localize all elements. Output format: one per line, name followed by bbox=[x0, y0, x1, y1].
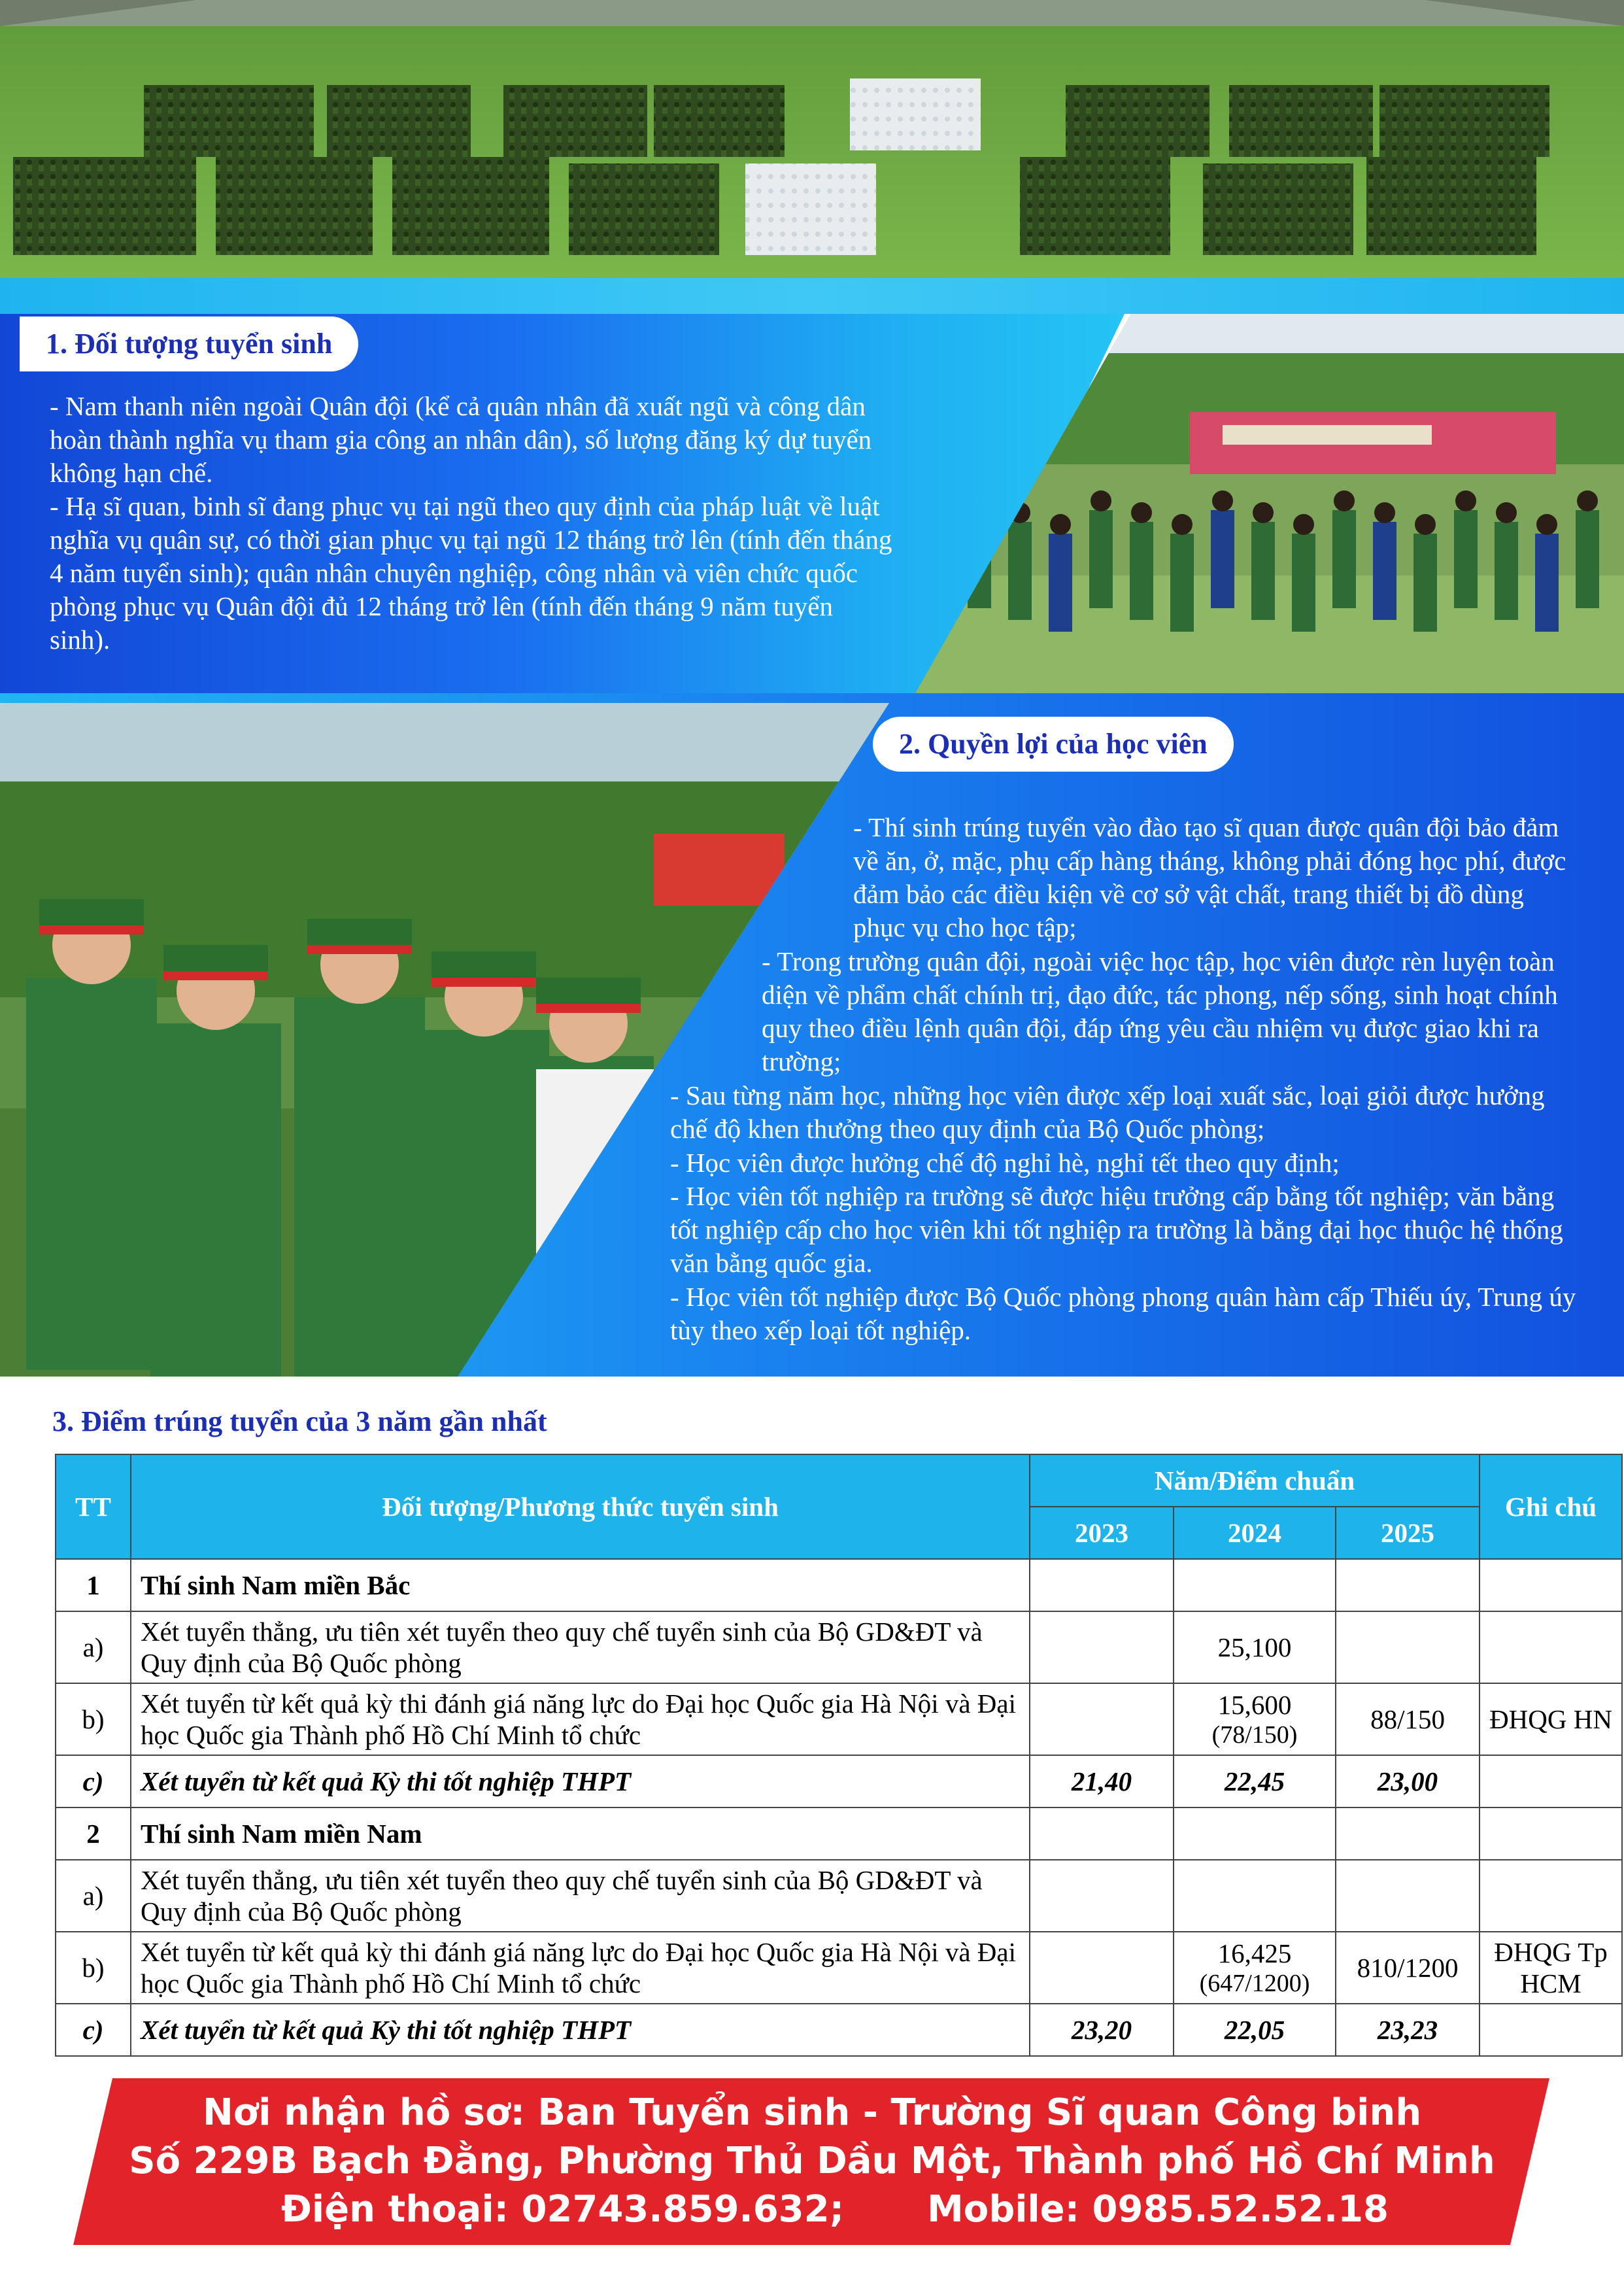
cell-2025: 810/1200 bbox=[1336, 1932, 1480, 2004]
cell-note bbox=[1480, 1611, 1622, 1683]
cell-2024: 25,100 bbox=[1174, 1611, 1336, 1683]
table-row bbox=[56, 2004, 1622, 2056]
header-2025: 2025 bbox=[1336, 1507, 1480, 1559]
cell-note bbox=[1480, 1860, 1622, 1932]
table-row bbox=[56, 1755, 1622, 1808]
section2-title: 2. Quyền lợi của học viên bbox=[873, 717, 1234, 772]
cell-tt: a) bbox=[56, 1611, 131, 1683]
table-row bbox=[56, 1559, 1622, 1611]
cell-2023 bbox=[1030, 1860, 1174, 1932]
header-year-group: Năm/Điểm chuẩn bbox=[1030, 1454, 1480, 1507]
cell-method: Xét tuyển thẳng, ưu tiên xét tuyển theo quy chế tuyển sinh của Bộ GD&ĐT và Quy định của Bộ Quốc phòng bbox=[131, 1611, 1030, 1683]
cell-2024: 22,45 bbox=[1174, 1755, 1336, 1808]
cell-tt: c) bbox=[56, 1755, 131, 1808]
cell-2024 bbox=[1174, 1860, 1336, 1932]
header-note: Ghi chú bbox=[1480, 1454, 1622, 1559]
eligibility-paragraph-2: - Hạ sĩ quan, binh sĩ đang phục vụ tại ngũ theo quy định của pháp luật về luật nghĩa vụ quân sự, có thời gian phục vụ tại ngũ 12 tháng trở lên (tính đến tháng 4 năm tuyển sinh); quân nhân chuyên nghiệp, công nhân và viên chức quốc phòng phục vụ Quân đội đủ 12 tháng trở lên (tính đến tháng 9 năm tuyển sinh). bbox=[50, 491, 892, 655]
table-row bbox=[56, 1932, 1622, 2004]
cell-method: Xét tuyển từ kết quả Kỳ thi tốt nghiệp THPT bbox=[131, 1755, 1030, 1808]
cell-2024-sub: (647/1200) bbox=[1199, 1970, 1310, 1997]
table-row bbox=[56, 1808, 1622, 1860]
cell-2023 bbox=[1030, 1932, 1174, 2004]
cell-method: Xét tuyển từ kết quả Kỳ thi tốt nghiệp THPT bbox=[131, 2004, 1030, 2056]
cell-2024-value: 15,600 bbox=[1217, 1690, 1292, 1720]
table-row bbox=[56, 1611, 1622, 1683]
header-2024: 2024 bbox=[1174, 1507, 1336, 1559]
cell-tt: b) bbox=[56, 1932, 131, 2004]
header-2023: 2023 bbox=[1030, 1507, 1174, 1559]
table-row bbox=[56, 1860, 1622, 1932]
cell-note bbox=[1480, 1755, 1622, 1808]
benefit-3: - Sau từng năm học, những học viên được xếp loại xuất sắc, loại giỏi được hưởng chế độ khen thưởng theo quy định của Bộ Quốc phòng; bbox=[670, 1080, 1545, 1144]
cell-2024-sub: (78/150) bbox=[1211, 1721, 1298, 1749]
cell-2025: 23,00 bbox=[1336, 1755, 1480, 1808]
cell-2025: 23,23 bbox=[1336, 2004, 1480, 2056]
cell-tt: 2 bbox=[56, 1808, 131, 1860]
cell-tt: b) bbox=[56, 1683, 131, 1755]
header-stripe bbox=[0, 278, 1624, 314]
cell-2023: 21,40 bbox=[1030, 1755, 1174, 1808]
cell-note: ĐHQG Tp HCM bbox=[1480, 1932, 1622, 2004]
parade-ground-photo bbox=[0, 0, 1624, 278]
footer-address-office: Nơi nhận hồ sơ: Ban Tuyển sinh - Trường Sĩ quan Công binh bbox=[202, 2091, 1422, 2134]
eligibility-paragraph-1: - Nam thanh niên ngoài Quân đội (kể cả quân nhân đã xuất ngũ và công dân hoàn thành nghĩa vụ tham gia công an nhân dân), số lượng đăng ký dự tuyển không hạn chế. bbox=[50, 391, 872, 488]
cell-2025 bbox=[1336, 1860, 1480, 1932]
cell-2024 bbox=[1174, 1683, 1336, 1755]
cell-2023 bbox=[1030, 1683, 1174, 1755]
cell-2023: 23,20 bbox=[1030, 2004, 1174, 2056]
footer-phone: Điện thoại: 02743.859.632; bbox=[281, 2188, 844, 2231]
benefit-4: - Học viên được hưởng chế độ nghỉ hè, nghỉ tết theo quy định; bbox=[670, 1148, 1340, 1178]
cell-2024-value: 16,425 bbox=[1217, 1938, 1292, 1968]
cell-method: Xét tuyển từ kết quả kỳ thi đánh giá năng lực do Đại học Quốc gia Hà Nội và Đại học Quốc gia Thành phố Hồ Chí Minh tổ chức bbox=[131, 1683, 1030, 1755]
cell-note: ĐHQG HN bbox=[1480, 1683, 1622, 1755]
benefit-2: - Trong trường quân đội, ngoài việc học tập, học viên được rèn luyện toàn diện về phẩm chất chính trị, đạo đức, tác phong, nếp sống, sinh hoạt chính quy theo điều lệnh quân đội, đáp ứng yêu cầu nhiệm vụ được giao khi ra trường; bbox=[762, 946, 1558, 1076]
cell-note bbox=[1480, 2004, 1622, 2056]
cell-2024: 22,05 bbox=[1174, 2004, 1336, 2056]
footer-street-address: Số 229B Bạch Đằng, Phường Thủ Dầu Một, Thành phố Hồ Chí Minh bbox=[129, 2140, 1495, 2182]
benefit-5: - Học viên tốt nghiệp ra trường sẽ được hiệu trưởng cấp bằng tốt nghiệp; văn bằng tốt nghiệp cấp cho học viên khi tốt nghiệp ra trường là bằng đại học thuộc hệ thống văn bằng quốc gia. bbox=[670, 1181, 1563, 1278]
header-method: Đối tượng/Phương thức tuyển sinh bbox=[131, 1454, 1030, 1559]
table-row bbox=[56, 1683, 1622, 1755]
cell-tt: c) bbox=[56, 2004, 131, 2056]
cell-2025: 88/150 bbox=[1336, 1683, 1480, 1755]
cell-tt: 1 bbox=[56, 1559, 131, 1611]
eligibility-text bbox=[50, 390, 893, 657]
cell-method: Thí sinh Nam miền Nam bbox=[131, 1808, 1030, 1860]
cell-method: Thí sinh Nam miền Bắc bbox=[131, 1559, 1030, 1611]
cell-2023 bbox=[1030, 1611, 1174, 1683]
header-tt: TT bbox=[56, 1454, 131, 1559]
cell-method: Xét tuyển từ kết quả kỳ thi đánh giá năng lực do Đại học Quốc gia Hà Nội và Đại học Quốc gia Thành phố Hồ Chí Minh tổ chức bbox=[131, 1932, 1030, 2004]
benefit-1: - Thí sinh trúng tuyển vào đào tạo sĩ quan được quân đội bảo đảm về ăn, ở, mặc, phụ cấp hàng tháng, không phải đóng học phí, được đảm bảo các điều kiện về cơ sở vật chất, trang thiết bị đồ dùng phục vụ cho học tập; bbox=[853, 812, 1566, 942]
cell-2025 bbox=[1336, 1611, 1480, 1683]
section1-title: 1. Đối tượng tuyển sinh bbox=[20, 317, 358, 371]
benefit-6: - Học viên tốt nghiệp được Bộ Quốc phòng phong quân hàm cấp Thiếu úy, Trung úy tùy theo xếp loại tốt nghiệp. bbox=[670, 1282, 1576, 1345]
cell-method: Xét tuyển thẳng, ưu tiên xét tuyển theo quy chế tuyển sinh của Bộ GD&ĐT và Quy định của Bộ Quốc phòng bbox=[131, 1860, 1030, 1932]
cell-2024 bbox=[1174, 1932, 1336, 2004]
admission-score-table bbox=[55, 1454, 1623, 2057]
cell-tt: a) bbox=[56, 1860, 131, 1932]
footer-mobile: Mobile: 0985.52.52.18 bbox=[927, 2188, 1389, 2231]
section3-title: 3. Điểm trúng tuyển của 3 năm gần nhất bbox=[52, 1405, 547, 1437]
